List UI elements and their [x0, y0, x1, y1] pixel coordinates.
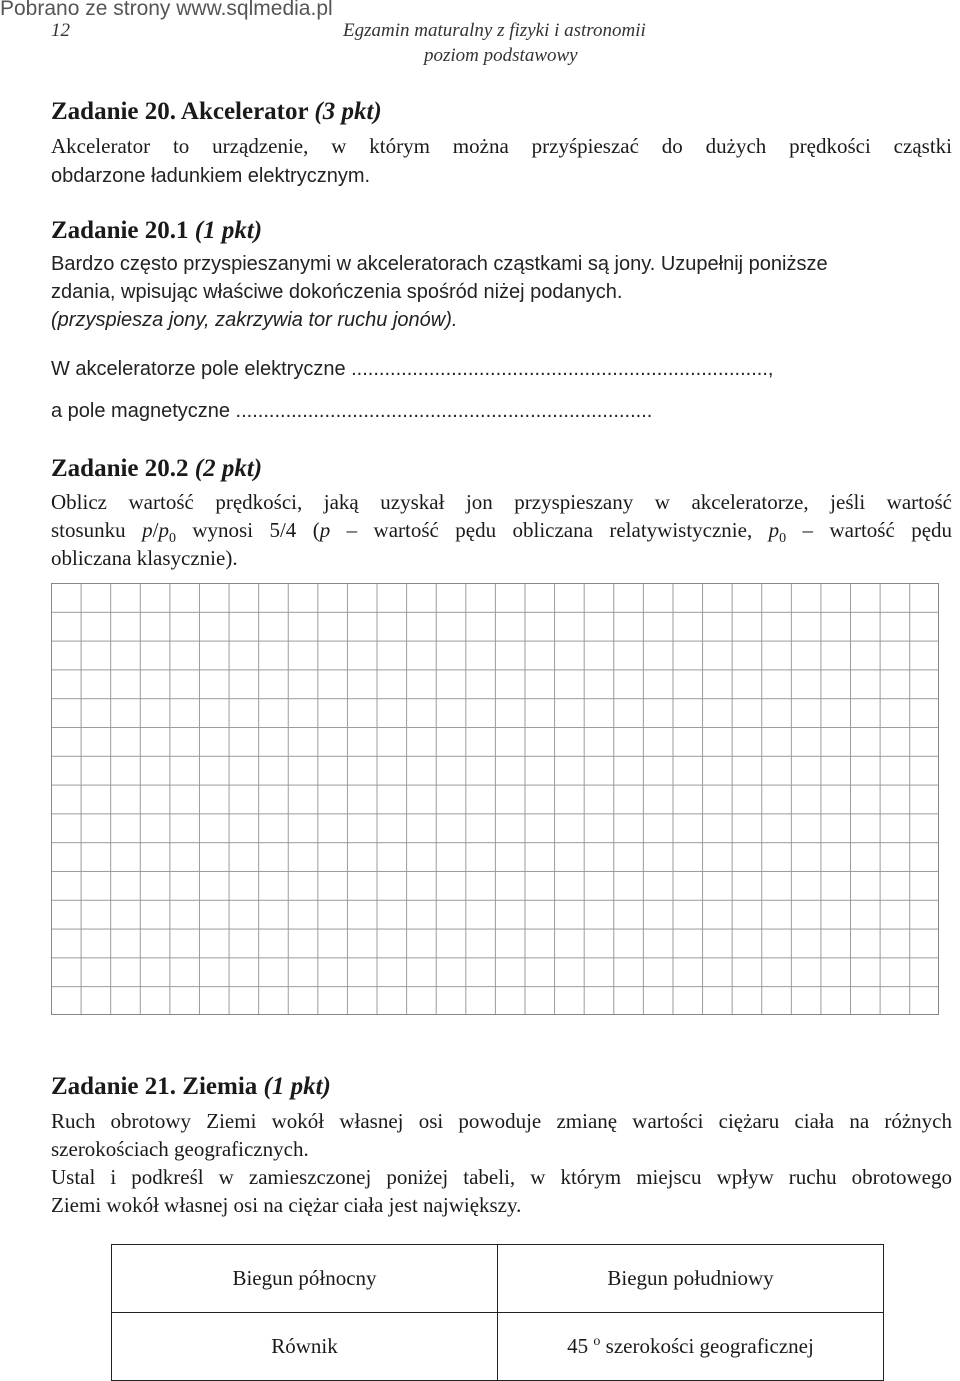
task-20-title-main: Zadanie 20. Akcelerator — [51, 98, 315, 125]
line2-text-c: – wartość pędu obliczana relatywistycznie, — [330, 518, 769, 542]
task-21-points: (1 pkt) — [263, 1073, 331, 1100]
exam-title: Egzamin maturalny z fizyki i astronomii — [343, 20, 646, 41]
slash: / — [152, 518, 159, 542]
table-cell-south-pole[interactable]: Biegun południowy — [498, 1245, 884, 1313]
task-21-line2: szerokościach geograficznych. — [51, 1137, 309, 1161]
table-row — [112, 1245, 884, 1313]
task-21-line3: Ustal i podkreśl w zamieszczonej poniżej tabeli, w którym miejscu wpływ ruchu obrotowego — [51, 1165, 952, 1189]
task-20-1-line1: Bardzo często przyspieszanymi w akceleratorach cząstkami są jony. Uzupełnij poniższe — [51, 253, 828, 275]
answer-table — [111, 1244, 884, 1381]
symbol-p0-2: p — [768, 518, 780, 542]
symbol-p: p — [142, 518, 153, 542]
line2-text-b: wynosi 5/4 ( — [175, 518, 320, 542]
latitude-text: szerokości geograficznej — [600, 1334, 814, 1358]
subscript-0: 0 — [168, 531, 176, 547]
task-20-2-title-main: Zadanie 20.2 — [51, 455, 195, 482]
subscript-0-2: 0 — [779, 531, 787, 547]
exam-level: poziom podstawowy — [424, 45, 578, 66]
line2-text-d: – wartość pędu — [786, 518, 953, 542]
line2-text-a: stosunku — [51, 518, 143, 542]
task-21-title-main: Zadanie 21. Ziemia — [51, 1073, 264, 1100]
task-20-1-fill-magnetic: a pole magnetyczne ........................................................................... — [51, 400, 653, 422]
table-row — [112, 1313, 884, 1381]
table-cell-north-pole[interactable]: Biegun północny — [112, 1245, 498, 1313]
task-20-title — [51, 98, 382, 126]
task-20-2-line3: obliczana klasycznie). — [51, 546, 238, 570]
latitude-number: 45 — [567, 1334, 589, 1358]
task-20-points: (3 pkt) — [314, 98, 382, 125]
task-20-1-line2: zdania, wpisując właściwe dokończenia spośród niżej podanych. — [51, 281, 623, 303]
page-number: 12 — [51, 20, 70, 41]
task-20-1-fill-electric: W akceleratorze pole elektryczne ..........................................................................., — [51, 358, 774, 380]
symbol-p-2: p — [319, 518, 331, 542]
watermark-text: Pobrano ze strony www.sqlmedia.pl — [0, 0, 333, 20]
task-20-1-title-main: Zadanie 20.1 — [51, 217, 195, 244]
table-cell-equator[interactable]: Równik — [112, 1313, 498, 1381]
task-20-2-points: (2 pkt) — [194, 455, 263, 482]
task-20-intro-line2: obdarzone ładunkiem elektrycznym. — [51, 165, 371, 187]
task-21-line4: Ziemi wokół własnej osi na ciężar ciała jest największy. — [51, 1193, 522, 1217]
task-20-1-title — [51, 217, 262, 245]
task-20-1-points: (1 pkt) — [194, 217, 263, 244]
task-20-1-options: (przyspiesza jony, zakrzywia tor ruchu jonów). — [51, 309, 458, 331]
task-21-title — [51, 1073, 331, 1101]
symbol-p0: p — [158, 518, 169, 542]
task-20-2-title — [51, 455, 262, 483]
degree-mark: o — [593, 1334, 601, 1349]
answer-grid[interactable] — [51, 583, 939, 1015]
table-cell-45-latitude[interactable] — [498, 1313, 884, 1381]
task-20-2-line1: Oblicz wartość prędkości, jaką uzyskał jon przyspieszany w akceleratorze, jeśli wartość — [51, 490, 952, 514]
task-20-intro-line1: Akcelerator to urządzenie, w którym można przyśpieszać do dużych prędkości cząstki — [51, 134, 952, 158]
task-21-line1: Ruch obrotowy Ziemi wokół własnej osi powoduje zmianę wartości ciężaru ciała na różnych — [51, 1109, 952, 1133]
